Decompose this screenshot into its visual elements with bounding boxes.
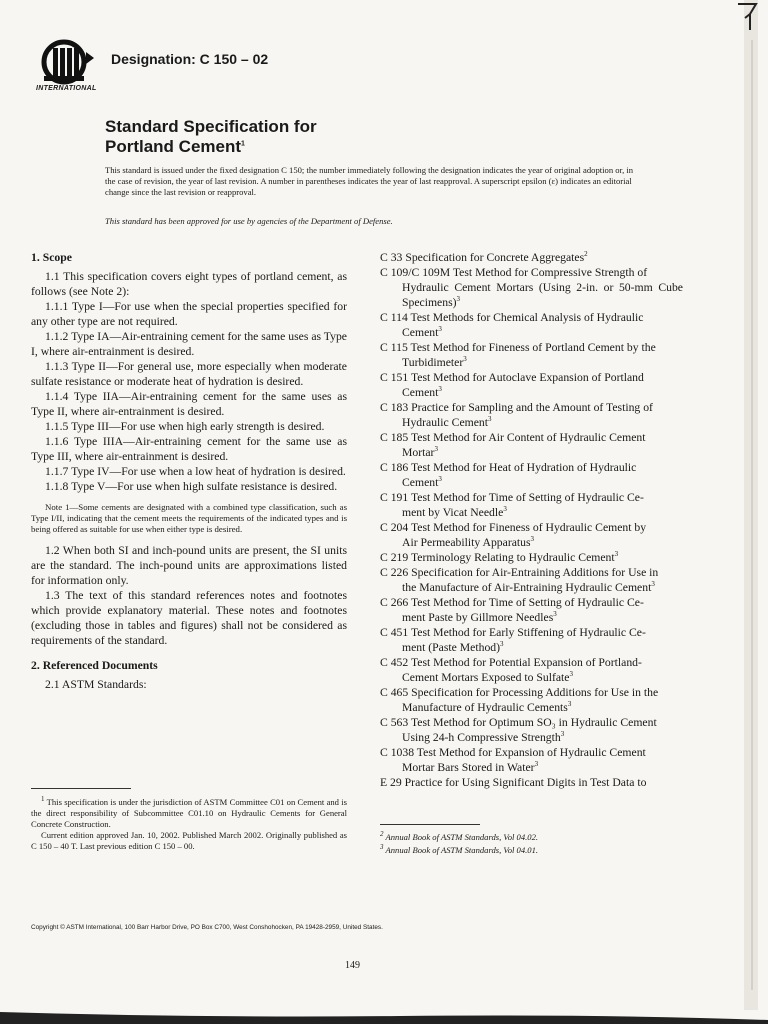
reference-lead: C 186 Test Method for Heat of Hydration of Hydraulic xyxy=(380,461,637,474)
scope-paragraph: 1.1.2 Type IA—Air-entraining cement for the same uses as Type I, where air-entrainment is desired. xyxy=(31,330,347,358)
reference-footnote-marker: 3 xyxy=(614,550,619,559)
reference-lead: C 109/C 109M Test Method for Compressive Strength of xyxy=(380,266,648,279)
reference-lead: C 563 Test Method for Optimum SO₃ in Hydraulic Cement xyxy=(380,716,657,729)
page-edge-bottom xyxy=(0,1010,768,1024)
scope-paragraph: 1.1 This specification covers eight types of portland cement, as follows (see Note 2): xyxy=(31,270,347,298)
reference-footnote-marker: 3 xyxy=(456,295,461,304)
reference-item xyxy=(380,520,683,550)
reference-rest: Turbidimeter xyxy=(402,356,464,369)
reference-lead: C 191 Test Method for Time of Setting of Hydraulic Ce- xyxy=(380,491,644,504)
reference-footnote-marker: 3 xyxy=(503,505,507,514)
reference-item xyxy=(380,310,683,340)
scope-paragraph: 1.1.8 Type V—For use when high sulfate resistance is desired. xyxy=(45,480,338,493)
reference-item xyxy=(380,250,683,265)
footnote-2 xyxy=(380,832,683,843)
reference-rest: Hydraulic Cement xyxy=(402,416,489,429)
reference-item xyxy=(380,400,683,430)
reference-footnote-marker: 3 xyxy=(530,535,535,544)
intro-paragraph: This standard is issued under the fixed designation C 150; the number immediately following the designation indicates the year of original adoption or, in the case of revision, the year of last revision. A number in parentheses indicates the year of last reapproval. A superscript epsilon (ε) indicates an editorial change since the last revision or reapproval. xyxy=(105,165,634,197)
reference-lead: C 1038 Test Method for Expansion of Hydraulic Cement xyxy=(380,746,646,759)
reference-item xyxy=(380,565,683,595)
reference-item xyxy=(380,460,683,490)
reference-item xyxy=(380,625,683,655)
reference-continuation xyxy=(380,580,683,595)
reference-rest: ment by Vicat Needle xyxy=(402,506,504,519)
reference-footnote-marker: 2 xyxy=(584,250,588,259)
reference-lead: C 204 Test Method for Fineness of Hydraulic Cement by xyxy=(380,521,647,534)
reference-rest: ment Paste by Gillmore Needles xyxy=(402,611,554,624)
footnote-1-marker: 1 xyxy=(41,795,45,804)
reference-lead: C 226 Specification for Air-Entraining Additions for Use in xyxy=(380,566,659,579)
reference-rest: ment (Paste Method) xyxy=(402,641,501,654)
reference-rest: Hydraulic Cement Mortars (Using 2-in. or 50-mm Cube Specimens) xyxy=(402,281,683,309)
note-1: Note 1—Some cements are designated with a combined type classification, such as Type I/II, indicating that the cement meets the requirements of the indicated types and is being offered as suitable for use when either type is desired. xyxy=(31,502,347,534)
scope-paragraphs xyxy=(31,269,347,494)
reference-item xyxy=(380,265,683,310)
logo-international-text: INTERNATIONAL xyxy=(36,85,97,92)
footnote-2-text: Annual Book of ASTM Standards, Vol 04.02. xyxy=(385,832,539,842)
reference-footnote-marker: 3 xyxy=(438,385,442,394)
scope-paragraph: 1.1.5 Type III—For use when high early strength is desired. xyxy=(45,420,325,433)
reference-rest: Cement xyxy=(402,386,439,399)
reference-footnote-marker: 3 xyxy=(569,670,573,679)
reference-continuation xyxy=(380,355,683,370)
reference-footnote-marker: 3 xyxy=(500,640,504,649)
reference-item xyxy=(380,685,683,715)
reference-rest: Air Permeability Apparatus xyxy=(402,536,531,549)
scope-paragraphs-2 xyxy=(31,543,347,648)
reference-lead: C 465 Specification for Processing Additions for Use in the xyxy=(380,686,659,699)
scope-paragraph: 1.3 The text of this standard references notes and footnotes which provide explanatory material. These notes and footnotes (excluding those in tables and figures) shall not be considered as requirements of the standard. xyxy=(31,589,347,647)
reference-continuation xyxy=(380,535,683,550)
approval-statement: This standard has been approved for use by agencies of the Department of Defense. xyxy=(105,216,393,226)
reference-rest: Cement xyxy=(402,326,439,339)
scope-paragraph: 1.1.3 Type II—For general use, more especially when moderate sulfate resistance or moderate heat of hydration is desired. xyxy=(31,360,347,388)
footnote-1-text: This specification is under the jurisdiction of ASTM Committee C01 on Cement and is the direct responsibility of Subcommittee C01.10 on Hydraulic Cements for General Concrete Construction. xyxy=(31,797,347,829)
reference-item xyxy=(380,655,683,685)
reference-continuation xyxy=(380,445,683,460)
footnote-1 xyxy=(31,797,347,852)
designation: Designation: C 150 – 02 xyxy=(111,51,269,67)
reference-footnote-marker: 3 xyxy=(463,355,467,364)
title-footnote-marker: 1 xyxy=(241,140,245,148)
right-column xyxy=(380,250,683,790)
astm-standards-subheading: 2.1 ASTM Standards: xyxy=(45,678,147,691)
reference-lead: C 266 Test Method for Time of Setting of Hydraulic Ce- xyxy=(380,596,644,609)
referenced-documents-heading: 2. Referenced Documents xyxy=(31,659,158,672)
reference-continuation xyxy=(380,280,683,310)
footnote-3-marker: 3 xyxy=(380,843,384,852)
reference-footnote-marker: 3 xyxy=(567,700,572,709)
reference-list xyxy=(380,250,683,790)
scope-heading: 1. Scope xyxy=(31,251,72,264)
title-text: Portland Cement xyxy=(105,137,242,156)
reference-footnote-marker: 3 xyxy=(534,760,539,769)
reference-continuation xyxy=(380,415,683,430)
reference-lead: C 33 Specification for Concrete Aggregates xyxy=(380,251,585,264)
reference-continuation xyxy=(380,670,683,685)
reference-lead: C 452 Test Method for Potential Expansion of Portland- xyxy=(380,656,642,669)
reference-lead: C 183 Practice for Sampling and the Amount of Testing of xyxy=(380,401,653,414)
title-line-2 xyxy=(105,137,317,157)
scope-paragraph: 1.1.6 Type IIIA—Air-entraining cement for the same use as Type III, where air-entrainment is desired. xyxy=(31,435,347,463)
reference-item xyxy=(380,715,683,745)
reference-continuation xyxy=(380,385,683,400)
page-edge-right xyxy=(736,0,758,1010)
footnote-3 xyxy=(380,845,683,856)
title-line-1: Standard Specification for xyxy=(105,117,317,136)
reference-rest: the Manufacture of Air-Entraining Hydraulic Cement xyxy=(402,581,652,594)
reference-footnote-marker: 3 xyxy=(438,475,442,484)
reference-footnote-marker: 3 xyxy=(434,445,438,454)
reference-continuation xyxy=(380,505,683,520)
reference-rest: Manufacture of Hydraulic Cements xyxy=(402,701,568,714)
scope-paragraph: 1.2 When both SI and inch-pound units are present, the SI units are the standard. The inch-pound units are approximations listed for information only. xyxy=(31,544,347,587)
reference-lead: C 115 Test Method for Fineness of Portland Cement by the xyxy=(380,341,656,354)
reference-rest: Using 24-h Compressive Strength xyxy=(402,731,561,744)
footnote-3-text: Annual Book of ASTM Standards, Vol 04.01. xyxy=(385,845,539,855)
reference-footnote-marker: 3 xyxy=(560,730,565,739)
reference-item xyxy=(380,775,683,790)
reference-footnote-marker: 3 xyxy=(651,580,655,589)
reference-rest: Mortar Bars Stored in Water xyxy=(402,761,535,774)
reference-item xyxy=(380,745,683,775)
reference-rest: Cement Mortars Exposed to Sulfate xyxy=(402,671,570,684)
document-title xyxy=(105,117,317,157)
reference-continuation xyxy=(380,730,683,745)
scope-paragraph: 1.1.1 Type I—For use when the special properties specified for any other type are not required. xyxy=(31,300,347,328)
reference-continuation xyxy=(380,610,683,625)
reference-continuation xyxy=(380,640,683,655)
reference-continuation xyxy=(380,760,683,775)
reference-footnote-marker: 3 xyxy=(488,415,492,424)
reference-footnote-marker: 3 xyxy=(553,610,557,619)
reference-item xyxy=(380,595,683,625)
reference-footnote-marker: 3 xyxy=(438,325,442,334)
reference-continuation xyxy=(380,700,683,715)
reference-rest: Cement xyxy=(402,476,439,489)
reference-rest: Mortar xyxy=(402,446,435,459)
footnote-1-edition: Current edition approved Jan. 10, 2002. Published March 2002. Originally published as C 150 – 40 T. Last previous edition C 150 – 00. xyxy=(31,830,347,851)
footnote-rule-left xyxy=(31,788,131,789)
reference-lead: E 29 Practice for Using Significant Digits in Test Data to xyxy=(380,776,647,789)
scope-paragraph: 1.1.4 Type IIA—Air-entraining cement for the same uses as Type II, where air-entrainment is desired. xyxy=(31,390,347,418)
reference-item xyxy=(380,430,683,460)
reference-item xyxy=(380,370,683,400)
reference-continuation xyxy=(380,325,683,340)
reference-lead: C 219 Terminology Relating to Hydraulic Cement xyxy=(380,551,615,564)
reference-lead: C 451 Test Method for Early Stiffening of Hydraulic Ce- xyxy=(380,626,646,639)
reference-continuation xyxy=(380,475,683,490)
footnote-rule-right xyxy=(380,824,480,825)
reference-item xyxy=(380,490,683,520)
reference-lead: C 185 Test Method for Air Content of Hydraulic Cement xyxy=(380,431,646,444)
reference-item xyxy=(380,550,683,565)
copyright-line: Copyright © ASTM International, 100 Barr Harbor Drive, PO Box C700, West Conshohocken, PA 19428-2959, United States. xyxy=(31,924,383,931)
footnote-2-marker: 2 xyxy=(380,830,384,839)
scope-paragraph: 1.1.7 Type IV—For use when a low heat of hydration is desired. xyxy=(45,465,346,478)
reference-lead: C 114 Test Methods for Chemical Analysis of Hydraulic xyxy=(380,311,644,324)
left-column xyxy=(31,250,347,692)
reference-item xyxy=(380,340,683,370)
page-number: 149 xyxy=(345,960,360,971)
reference-lead: C 151 Test Method for Autoclave Expansion of Portland xyxy=(380,371,644,384)
